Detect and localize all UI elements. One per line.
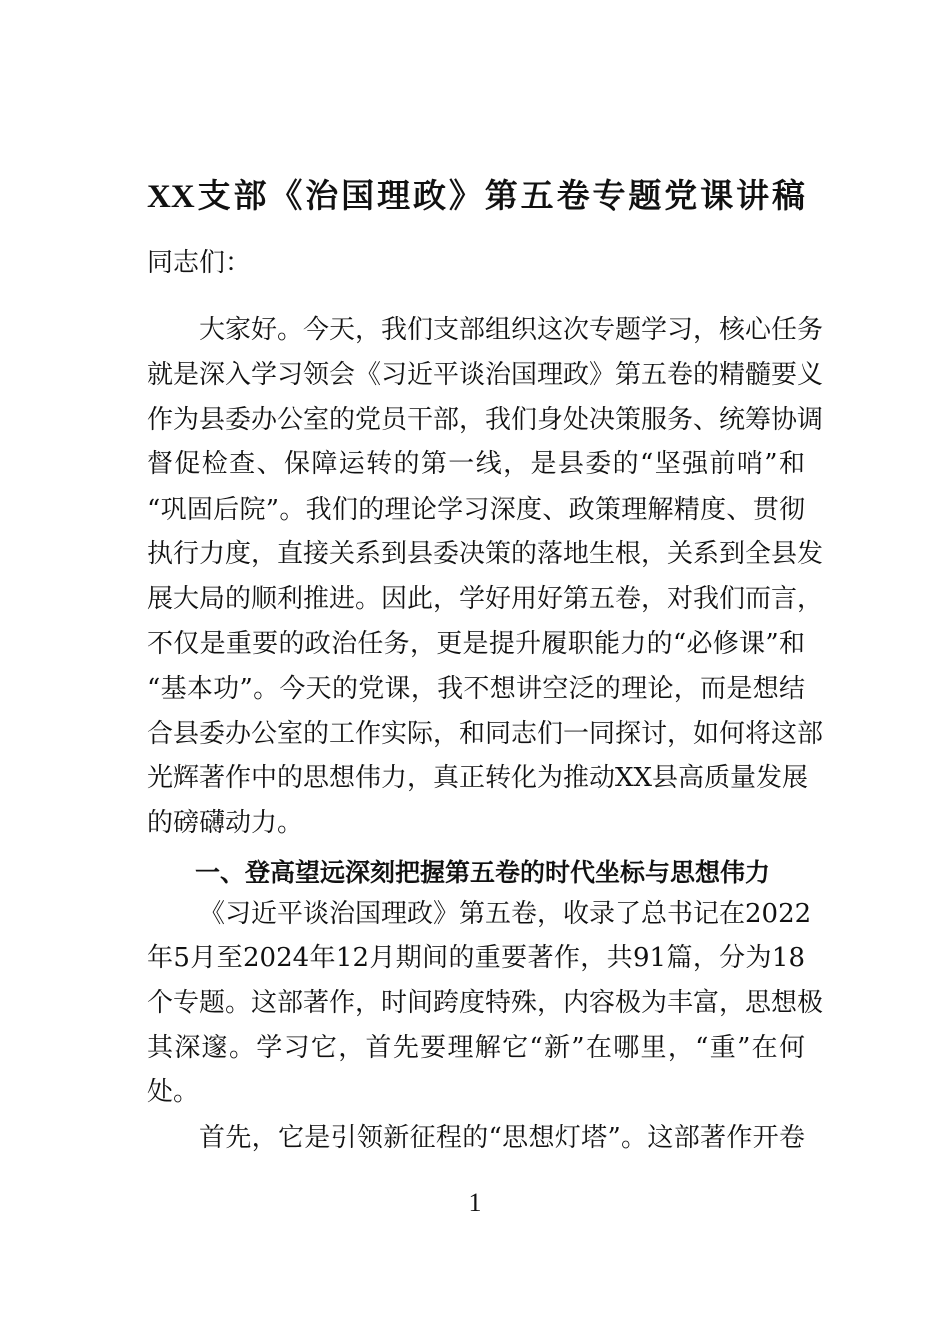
text-line: 《习近平谈治国理政》第五卷，收录了总书记在2022 bbox=[199, 899, 812, 929]
text-line: 首先，它是引领新征程的“思想灯塔”。这部著作开卷 bbox=[199, 1123, 805, 1153]
page-number: 1 bbox=[468, 1188, 482, 1217]
section-heading: 一、登高望远深刻把握第五卷的时代坐标与思想伟力 bbox=[195, 858, 771, 887]
text-line: 年5月至2024年12月期间的重要著作，共91篇，分为18 bbox=[147, 943, 805, 973]
document-title: XX支部《治国理政》第五卷专题党课讲稿 bbox=[147, 179, 805, 215]
text-line: 作为县委办公室的党员干部，我们身处决策服务、统筹协调 bbox=[147, 405, 824, 435]
text-line: 处。 bbox=[147, 1077, 200, 1107]
text-line: “基本功”。今天的党课，我不想讲空泛的理论，而是想结 bbox=[147, 674, 805, 704]
text-line: 光辉著作中的思想伟力，真正转化为推动XX县高质量发展 bbox=[147, 763, 809, 793]
text-line: 的磅礴动力。 bbox=[147, 808, 304, 838]
text-line: 合县委办公室的工作实际，和同志们一同探讨，如何将这部 bbox=[147, 719, 824, 749]
text-line: 展大局的顺利推进。因此，学好用好第五卷，对我们而言， bbox=[147, 584, 824, 614]
text-line: 执行力度，直接关系到县委决策的落地生根，关系到全县发 bbox=[147, 539, 824, 569]
text-line: 不仅是重要的政治任务，更是提升履职能力的“必修课”和 bbox=[147, 629, 805, 659]
text-line: “巩固后院”。我们的理论学习深度、政策理解精度、贯彻 bbox=[147, 495, 805, 525]
text-line: 督促检查、保障运转的第一线，是县委的“坚强前哨”和 bbox=[147, 449, 805, 479]
salutation: 同志们： bbox=[147, 248, 252, 278]
text-line: 其深邃。学习它，首先要理解它“新”在哪里，“重”在何 bbox=[147, 1033, 805, 1063]
text-line: 个专题。这部著作，时间跨度特殊，内容极为丰富，思想极 bbox=[147, 988, 824, 1018]
text-line: 就是深入学习领会《习近平谈治国理政》第五卷的精髓要义 bbox=[147, 360, 824, 390]
text-line: 大家好。今天，我们支部组织这次专题学习，核心任务 bbox=[199, 315, 824, 345]
